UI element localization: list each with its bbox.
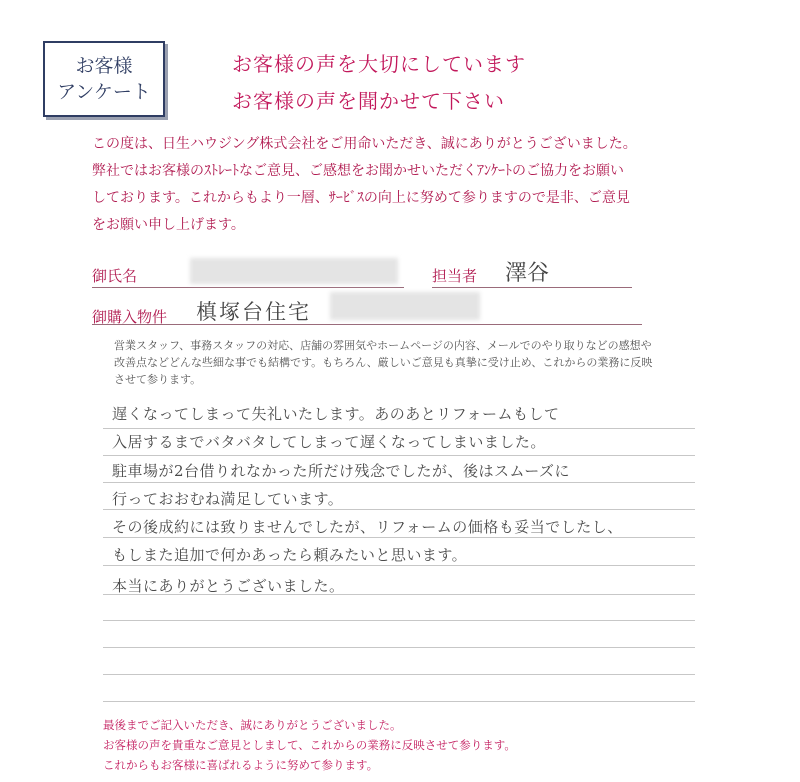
survey-badge [43,41,165,117]
staff-value: 澤谷 [505,261,550,286]
answer-line-7: 本当にありがとうございました。 [112,577,345,595]
ruled-line [103,565,695,566]
answer-line-4: 行っておおむね満足しています。 [112,490,344,508]
intro-line-3: しております。これからもより一層、ｻｰﾋﾞｽの向上に努めて参りますので是非、ご意見 [92,190,630,206]
ruled-line [103,509,695,510]
headline-line-1: お客様の声を大切にしています [232,52,526,76]
name-label: 御氏名 [92,267,138,285]
staff-underline [432,287,632,288]
badge-line-2: アンケート [57,81,151,103]
ruled-line [103,647,695,648]
name-redacted [190,258,398,284]
question-line-3: させて参ります。 [114,373,202,386]
footer-line-2: お客様の声を貴重なご意見としまして、これからの業務に反映させて参ります。 [103,738,516,752]
intro-line-2: 弊社ではお客様のｽﾄﾚｰﾄなご意見、ご感想をお聞かせいただくｱﾝｹｰﾄのご協力をお願い [92,163,624,179]
footer-line-1: 最後までご記入いただき、誠にありがとうございました。 [103,718,402,732]
ruled-line [103,428,695,429]
answer-line-1: 遅くなってしまって失礼いたします。あのあとリフォームもして [112,405,560,423]
intro-line-4: をお願い申し上げます。 [92,217,245,233]
question-line-2: 改善点などどんな些細な事でも結構です。もちろん、厳しいご意見も真摯に受け止め、これからの業務に反映 [114,356,653,369]
property-label: 御購入物件 [92,308,168,326]
answer-line-2: 入居するまでバタバタしてしまって遅くなってしまいました。 [112,433,546,451]
property-underline [92,324,642,325]
ruled-line [103,537,695,538]
ruled-line [103,701,695,702]
ruled-line [103,620,695,621]
ruled-line [103,674,695,675]
intro-line-1: この度は、日生ハウジング株式会社をご用命いただき、誠にありがとうございました。 [92,136,637,152]
name-underline [92,287,404,288]
property-value: 槙塚台住宅 [196,300,311,324]
ruled-line [103,482,695,483]
property-redacted [330,292,480,320]
staff-label: 担当者 [432,267,478,285]
ruled-line [103,455,695,456]
question-line-1: 営業スタッフ、事務スタッフの対応、店舗の雰囲気やホームページの内容、メールでのやり取りなどの感想や [114,339,652,352]
answer-line-5: その後成約には致りませんでしたが、リフォームの価格も妥当でしたし、 [112,518,623,536]
answer-line-6: もしまた追加で何かあったら頼みたいと思います。 [112,546,468,564]
footer-line-3: これからもお客様に喜ばれるように努めて参ります。 [103,758,379,772]
answer-line-3: 駐車場が2台借りれなかった所だけ残念でしたが、後はスムーズに [112,462,571,480]
badge-line-1: お客様 [75,55,133,77]
headline-line-2: お客様の声を聞かせて下さい [232,89,505,113]
